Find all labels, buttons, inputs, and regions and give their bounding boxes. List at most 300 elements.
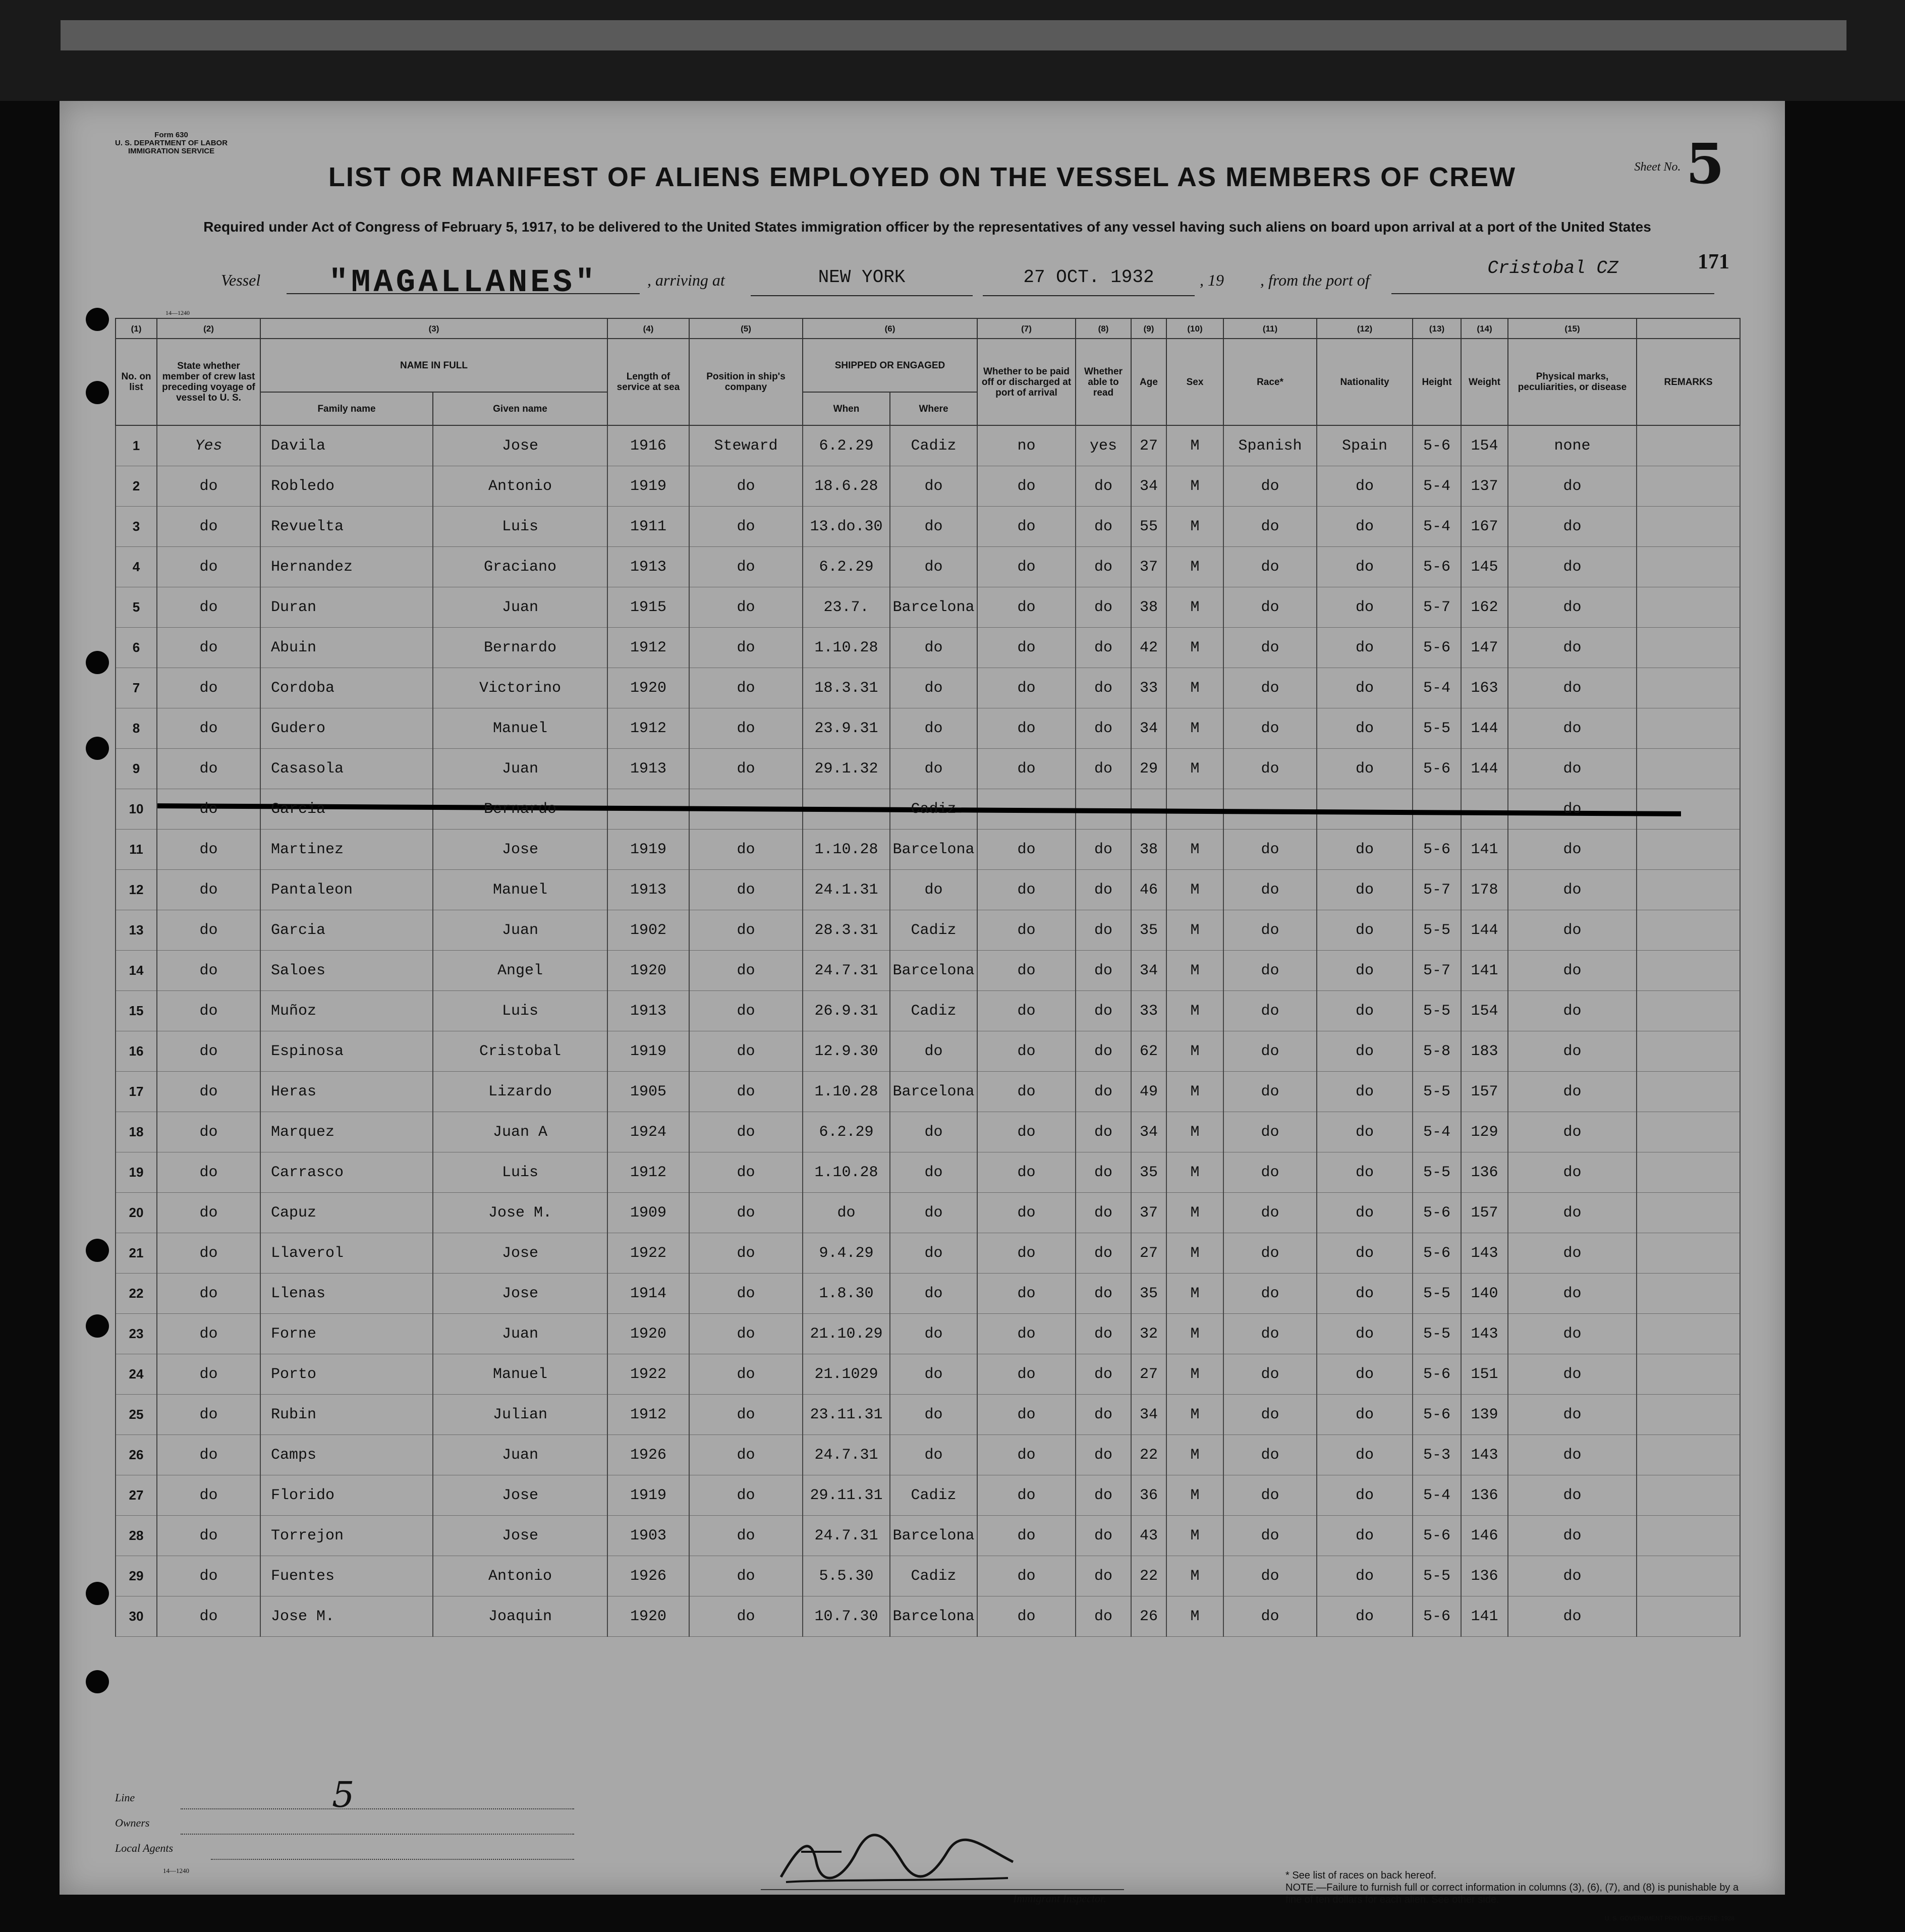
cell-where: Barcelona bbox=[890, 951, 977, 991]
cell-remarks bbox=[1637, 1354, 1740, 1395]
form-code: 14—1240 bbox=[165, 309, 190, 316]
cell-sex: M bbox=[1166, 951, 1223, 991]
cell-age: 35 bbox=[1131, 1274, 1166, 1314]
table-row bbox=[116, 951, 1740, 991]
cell-height: 5-7 bbox=[1413, 587, 1461, 628]
cell-when: 6.2.29 bbox=[803, 425, 890, 466]
cell-prev: do bbox=[157, 749, 260, 789]
cell-given: Luis bbox=[433, 507, 607, 547]
form-issuer-block bbox=[115, 131, 228, 155]
cell-marks: do bbox=[1508, 1435, 1637, 1475]
cell-no: 15 bbox=[116, 991, 157, 1031]
cell-when: 1.8.30 bbox=[803, 1274, 890, 1314]
cell-position: do bbox=[689, 951, 803, 991]
cell-height: 5-5 bbox=[1413, 910, 1461, 951]
cell-paid: do bbox=[977, 1516, 1076, 1556]
header-name-in-full: NAME IN FULL bbox=[260, 339, 607, 392]
cell-read: yes bbox=[1076, 425, 1131, 466]
cell-prev: Yes bbox=[157, 425, 260, 466]
cell-family: Revuelta bbox=[260, 507, 433, 547]
cell-nat: do bbox=[1317, 870, 1413, 910]
cell-service: 1926 bbox=[607, 1556, 689, 1596]
header-shipped-engaged: SHIPPED OR ENGAGED bbox=[803, 339, 977, 392]
cell-race: do bbox=[1223, 1516, 1317, 1556]
cell-family: Saloes bbox=[260, 951, 433, 991]
cell-family: Abuin bbox=[260, 628, 433, 668]
cell-height: 5-4 bbox=[1413, 1112, 1461, 1152]
cell-marks: do bbox=[1508, 466, 1637, 507]
cell-marks: do bbox=[1508, 870, 1637, 910]
cell-position: do bbox=[689, 1152, 803, 1193]
cell-sex: M bbox=[1166, 1112, 1223, 1152]
cell-race: do bbox=[1223, 1314, 1317, 1354]
cell-age: 26 bbox=[1131, 1596, 1166, 1637]
cell-marks: do bbox=[1508, 628, 1637, 668]
cell-read: do bbox=[1076, 1193, 1131, 1233]
cell-sex: M bbox=[1166, 991, 1223, 1031]
cell-family: Garcia bbox=[260, 789, 433, 830]
cell-position: Steward bbox=[689, 425, 803, 466]
line-label: Line bbox=[115, 1791, 135, 1804]
cell-given: Joaquin bbox=[433, 1596, 607, 1637]
cell-no: 4 bbox=[116, 547, 157, 587]
header-length-of-service: Length of service at sea bbox=[607, 339, 689, 425]
cell-nat: do bbox=[1317, 1112, 1413, 1152]
cell-age: 27 bbox=[1131, 1233, 1166, 1274]
cell-no: 28 bbox=[116, 1516, 157, 1556]
cell-service: 1919 bbox=[607, 830, 689, 870]
cell-given: Graciano bbox=[433, 547, 607, 587]
cell-given: Luis bbox=[433, 1152, 607, 1193]
cell-when: 13.do.30 bbox=[803, 507, 890, 547]
cell-where: do bbox=[890, 1233, 977, 1274]
inspector-label: Immigrant Inspector. bbox=[1013, 1892, 1106, 1905]
cell-service: 1920 bbox=[607, 1314, 689, 1354]
cell-sex: M bbox=[1166, 1072, 1223, 1112]
cell-paid: do bbox=[977, 1354, 1076, 1395]
cell-where: Cadiz bbox=[890, 910, 977, 951]
cell-where: do bbox=[890, 1314, 977, 1354]
cell-given: Antonio bbox=[433, 1556, 607, 1596]
table-row bbox=[116, 668, 1740, 708]
cell-where: Cadiz bbox=[890, 1475, 977, 1516]
cell-position: do bbox=[689, 1112, 803, 1152]
cell-weight: 144 bbox=[1461, 708, 1508, 749]
vessel-name: "MAGALLANES" bbox=[287, 265, 640, 294]
cell-paid: do bbox=[977, 1072, 1076, 1112]
header-sex: Sex bbox=[1166, 339, 1223, 425]
cell-nat: do bbox=[1317, 1516, 1413, 1556]
cell-sex: M bbox=[1166, 1193, 1223, 1233]
cell-position: do bbox=[689, 1354, 803, 1395]
cell-where: do bbox=[890, 1031, 977, 1072]
column-number-row bbox=[116, 318, 1740, 339]
cell-service: 1912 bbox=[607, 708, 689, 749]
cell-race: do bbox=[1223, 587, 1317, 628]
cell-service: 1920 bbox=[607, 951, 689, 991]
cell-age: 22 bbox=[1131, 1556, 1166, 1596]
cell-prev: do bbox=[157, 870, 260, 910]
cell-nat: Spain bbox=[1317, 425, 1413, 466]
cell-no: 22 bbox=[116, 1274, 157, 1314]
cell-position: do bbox=[689, 1072, 803, 1112]
table-row bbox=[116, 1031, 1740, 1072]
cell-service: 1919 bbox=[607, 466, 689, 507]
cell-read: do bbox=[1076, 910, 1131, 951]
colnum: (7) bbox=[977, 318, 1076, 339]
cell-given: Jose bbox=[433, 1233, 607, 1274]
cell-remarks bbox=[1637, 1152, 1740, 1193]
cell-height: 5-6 bbox=[1413, 628, 1461, 668]
colnum-remarks bbox=[1637, 318, 1740, 339]
cell-family: Fuentes bbox=[260, 1556, 433, 1596]
cell-race: do bbox=[1223, 830, 1317, 870]
cell-remarks bbox=[1637, 668, 1740, 708]
table-row bbox=[116, 1152, 1740, 1193]
cell-prev: do bbox=[157, 1193, 260, 1233]
cell-where: do bbox=[890, 1193, 977, 1233]
cell-position: do bbox=[689, 708, 803, 749]
cell-read: do bbox=[1076, 1556, 1131, 1596]
table-row bbox=[116, 1556, 1740, 1596]
cell-no: 1 bbox=[116, 425, 157, 466]
cell-weight: 129 bbox=[1461, 1112, 1508, 1152]
cell-height: 5-5 bbox=[1413, 1556, 1461, 1596]
cell-nat: do bbox=[1317, 1354, 1413, 1395]
cell-sex: M bbox=[1166, 870, 1223, 910]
cell-paid: do bbox=[977, 628, 1076, 668]
cell-nat: do bbox=[1317, 1193, 1413, 1233]
cell-nat: do bbox=[1317, 830, 1413, 870]
cell-race: do bbox=[1223, 1193, 1317, 1233]
cell-family: Heras bbox=[260, 1072, 433, 1112]
cell-race: do bbox=[1223, 749, 1317, 789]
cell-weight: 183 bbox=[1461, 1031, 1508, 1072]
vessel-label: Vessel bbox=[221, 271, 261, 289]
cell-weight: 178 bbox=[1461, 870, 1508, 910]
cell-age: 34 bbox=[1131, 708, 1166, 749]
cell-sex: M bbox=[1166, 830, 1223, 870]
form-number: Form 630 bbox=[154, 131, 188, 139]
colnum: (11) bbox=[1223, 318, 1317, 339]
cell-no: 2 bbox=[116, 466, 157, 507]
cell-position: do bbox=[689, 547, 803, 587]
cell-height: 5-7 bbox=[1413, 951, 1461, 991]
cell-remarks bbox=[1637, 547, 1740, 587]
cell-service: 1913 bbox=[607, 870, 689, 910]
table-row bbox=[116, 1475, 1740, 1516]
table-row bbox=[116, 1274, 1740, 1314]
cell-sex: M bbox=[1166, 1314, 1223, 1354]
table-row bbox=[116, 789, 1740, 830]
cell-nat: do bbox=[1317, 1596, 1413, 1637]
cell-race: do bbox=[1223, 547, 1317, 587]
cell-weight: 143 bbox=[1461, 1314, 1508, 1354]
cell-where: do bbox=[890, 1152, 977, 1193]
cell-marks: do bbox=[1508, 1274, 1637, 1314]
table-row bbox=[116, 1596, 1740, 1637]
cell-nat: do bbox=[1317, 1072, 1413, 1112]
line-field bbox=[115, 1774, 355, 1816]
cell-no: 27 bbox=[116, 1475, 157, 1516]
cell-weight: 136 bbox=[1461, 1152, 1508, 1193]
cell-marks: do bbox=[1508, 587, 1637, 628]
cell-position: do bbox=[689, 1516, 803, 1556]
cell-position: do bbox=[689, 1233, 803, 1274]
cell-given: Cristobal bbox=[433, 1031, 607, 1072]
header-family-name: Family name bbox=[260, 392, 433, 425]
cell-sex: M bbox=[1166, 547, 1223, 587]
cell-race: do bbox=[1223, 1556, 1317, 1596]
cell-race: do bbox=[1223, 1233, 1317, 1274]
line-value: 5 bbox=[332, 1774, 355, 1815]
cell-prev: do bbox=[157, 830, 260, 870]
cell-age: 33 bbox=[1131, 991, 1166, 1031]
cell-race: do bbox=[1223, 466, 1317, 507]
cell-weight: 157 bbox=[1461, 1072, 1508, 1112]
cell-family: Llaverol bbox=[260, 1233, 433, 1274]
cell-age bbox=[1131, 789, 1166, 830]
cell-position: do bbox=[689, 1475, 803, 1516]
cell-marks: do bbox=[1508, 1072, 1637, 1112]
header-nationality: Nationality bbox=[1317, 339, 1413, 425]
cell-race: do bbox=[1223, 668, 1317, 708]
cell-weight: 144 bbox=[1461, 910, 1508, 951]
cell-service: 1913 bbox=[607, 749, 689, 789]
cell-given: Manuel bbox=[433, 870, 607, 910]
cell-weight: 162 bbox=[1461, 587, 1508, 628]
cell-nat: do bbox=[1317, 749, 1413, 789]
cell-race: do bbox=[1223, 910, 1317, 951]
cell-sex: M bbox=[1166, 1354, 1223, 1395]
cell-remarks bbox=[1637, 749, 1740, 789]
cell-race: do bbox=[1223, 1596, 1317, 1637]
service-name: IMMIGRATION SERVICE bbox=[128, 147, 215, 155]
punch-hole bbox=[86, 1582, 109, 1605]
cell-nat: do bbox=[1317, 466, 1413, 507]
cell-where: Barcelona bbox=[890, 1516, 977, 1556]
table-row bbox=[116, 425, 1740, 466]
cell-prev: do bbox=[157, 1274, 260, 1314]
cell-paid: do bbox=[977, 1152, 1076, 1193]
cell-paid: do bbox=[977, 466, 1076, 507]
cell-race: do bbox=[1223, 1435, 1317, 1475]
cell-read: do bbox=[1076, 1516, 1131, 1556]
cell-sex: M bbox=[1166, 749, 1223, 789]
cell-weight: 147 bbox=[1461, 628, 1508, 668]
cell-where: Barcelona bbox=[890, 1596, 977, 1637]
cell-given: Juan bbox=[433, 749, 607, 789]
header-able-to-read: Whether able to read bbox=[1076, 339, 1131, 425]
colnum: (15) bbox=[1508, 318, 1637, 339]
cell-family: Torrejon bbox=[260, 1516, 433, 1556]
cell-family: Gudero bbox=[260, 708, 433, 749]
cell-height: 5-5 bbox=[1413, 1274, 1461, 1314]
cell-given: Antonio bbox=[433, 466, 607, 507]
header-height: Height bbox=[1413, 339, 1461, 425]
cell-service: 1914 bbox=[607, 1274, 689, 1314]
cell-nat: do bbox=[1317, 910, 1413, 951]
cell-sex bbox=[1166, 789, 1223, 830]
cell-paid: do bbox=[977, 708, 1076, 749]
cell-service: 1922 bbox=[607, 1233, 689, 1274]
cell-sex: M bbox=[1166, 910, 1223, 951]
cell-nat: do bbox=[1317, 587, 1413, 628]
colnum: (1) bbox=[116, 318, 157, 339]
footer-fields bbox=[115, 1774, 355, 1877]
cell-family: Cordoba bbox=[260, 668, 433, 708]
cell-age: 37 bbox=[1131, 547, 1166, 587]
cell-family: Garcia bbox=[260, 910, 433, 951]
cell-no: 14 bbox=[116, 951, 157, 991]
cell-position: do bbox=[689, 587, 803, 628]
cell-remarks bbox=[1637, 425, 1740, 466]
cell-position: do bbox=[689, 1596, 803, 1637]
cell-marks: do bbox=[1508, 708, 1637, 749]
cell-when: 24.7.31 bbox=[803, 951, 890, 991]
cell-given: Victorino bbox=[433, 668, 607, 708]
cell-when bbox=[803, 789, 890, 830]
cell-service: 1915 bbox=[607, 587, 689, 628]
arrival-port: NEW YORK bbox=[751, 267, 973, 296]
cell-read: do bbox=[1076, 1314, 1131, 1354]
races-note: * See list of races on back hereof. bbox=[1285, 1870, 1437, 1881]
cell-remarks bbox=[1637, 507, 1740, 547]
cell-prev: do bbox=[157, 910, 260, 951]
cell-family: Robledo bbox=[260, 466, 433, 507]
cell-family: Muñoz bbox=[260, 991, 433, 1031]
cell-given: Juan A bbox=[433, 1112, 607, 1152]
cell-when: 10.7.30 bbox=[803, 1596, 890, 1637]
cell-read: do bbox=[1076, 547, 1131, 587]
cell-marks: do bbox=[1508, 1395, 1637, 1435]
agents-label: Local Agents bbox=[115, 1842, 174, 1854]
cell-marks: do bbox=[1508, 789, 1637, 830]
cell-read: do bbox=[1076, 507, 1131, 547]
cell-position: do bbox=[689, 910, 803, 951]
cell-where: Barcelona bbox=[890, 1072, 977, 1112]
table-row bbox=[116, 1193, 1740, 1233]
cell-family: Espinosa bbox=[260, 1031, 433, 1072]
table-row bbox=[116, 1516, 1740, 1556]
cell-given: Jose M. bbox=[433, 1193, 607, 1233]
cell-race: do bbox=[1223, 951, 1317, 991]
cell-prev: do bbox=[157, 507, 260, 547]
table-row bbox=[116, 1354, 1740, 1395]
punch-hole bbox=[86, 381, 109, 404]
page-title: LIST OR MANIFEST OF ALIENS EMPLOYED ON THE VESSEL AS MEMBERS OF CREW bbox=[328, 162, 1517, 192]
table-row bbox=[116, 708, 1740, 749]
cell-where: Cadiz bbox=[890, 789, 977, 830]
cell-service: 1919 bbox=[607, 1031, 689, 1072]
cell-given: Angel bbox=[433, 951, 607, 991]
departure-port: Cristobal CZ bbox=[1391, 258, 1714, 294]
cell-read: do bbox=[1076, 1112, 1131, 1152]
table-row bbox=[116, 1072, 1740, 1112]
cell-no: 5 bbox=[116, 587, 157, 628]
cell-no: 21 bbox=[116, 1233, 157, 1274]
cell-marks: do bbox=[1508, 1314, 1637, 1354]
cell-nat: do bbox=[1317, 507, 1413, 547]
cell-read: do bbox=[1076, 1475, 1131, 1516]
cell-no: 6 bbox=[116, 628, 157, 668]
table-row bbox=[116, 1314, 1740, 1354]
cell-paid: do bbox=[977, 1435, 1076, 1475]
cell-read: do bbox=[1076, 749, 1131, 789]
cell-weight: 141 bbox=[1461, 830, 1508, 870]
cell-position: do bbox=[689, 1193, 803, 1233]
colnum: (8) bbox=[1076, 318, 1131, 339]
table-row bbox=[116, 507, 1740, 547]
cell-no: 29 bbox=[116, 1556, 157, 1596]
cell-weight bbox=[1461, 789, 1508, 830]
footnotes bbox=[1285, 1869, 1740, 1906]
cell-height: 5-5 bbox=[1413, 1314, 1461, 1354]
cell-family: Rubin bbox=[260, 1395, 433, 1435]
cell-sex: M bbox=[1166, 1556, 1223, 1596]
cell-marks: do bbox=[1508, 1112, 1637, 1152]
cell-age: 34 bbox=[1131, 1112, 1166, 1152]
cell-family: Llenas bbox=[260, 1274, 433, 1314]
cell-weight: 143 bbox=[1461, 1233, 1508, 1274]
header-weight: Weight bbox=[1461, 339, 1508, 425]
cell-age: 42 bbox=[1131, 628, 1166, 668]
cell-nat: do bbox=[1317, 1556, 1413, 1596]
cell-read bbox=[1076, 789, 1131, 830]
cell-remarks bbox=[1637, 708, 1740, 749]
cell-paid: do bbox=[977, 547, 1076, 587]
cell-prev: do bbox=[157, 1152, 260, 1193]
cell-age: 46 bbox=[1131, 870, 1166, 910]
agents-code: 14—1240 bbox=[163, 1867, 189, 1874]
cell-paid: do bbox=[977, 668, 1076, 708]
cell-weight: 145 bbox=[1461, 547, 1508, 587]
punch-hole bbox=[86, 1239, 109, 1262]
cell-where: do bbox=[890, 749, 977, 789]
cell-family: Porto bbox=[260, 1354, 433, 1395]
owners-field bbox=[115, 1816, 189, 1842]
cell-prev: do bbox=[157, 789, 260, 830]
cell-sex: M bbox=[1166, 1233, 1223, 1274]
cell-nat: do bbox=[1317, 991, 1413, 1031]
from-port-label: , from the port of bbox=[1260, 271, 1370, 289]
cell-prev: do bbox=[157, 1233, 260, 1274]
cell-given: Jose bbox=[433, 1516, 607, 1556]
cell-position: do bbox=[689, 749, 803, 789]
cell-paid: do bbox=[977, 1233, 1076, 1274]
cell-remarks bbox=[1637, 1193, 1740, 1233]
cell-family: Jose M. bbox=[260, 1596, 433, 1637]
cell-age: 32 bbox=[1131, 1314, 1166, 1354]
cell-height: 5-5 bbox=[1413, 708, 1461, 749]
cell-marks: do bbox=[1508, 1475, 1637, 1516]
cell-given: Jose bbox=[433, 1475, 607, 1516]
cell-read: do bbox=[1076, 628, 1131, 668]
cell-position: do bbox=[689, 628, 803, 668]
cell-given: Jose bbox=[433, 425, 607, 466]
table-row bbox=[116, 910, 1740, 951]
cell-no: 16 bbox=[116, 1031, 157, 1072]
arrival-date: 27 OCT. 1932 bbox=[983, 267, 1195, 296]
owners-label: Owners bbox=[115, 1816, 150, 1829]
cell-height: 5-7 bbox=[1413, 870, 1461, 910]
cell-height: 5-6 bbox=[1413, 1395, 1461, 1435]
cell-remarks bbox=[1637, 1596, 1740, 1637]
cell-given: Jose bbox=[433, 830, 607, 870]
cell-read: do bbox=[1076, 1395, 1131, 1435]
cell-given: Manuel bbox=[433, 708, 607, 749]
cell-weight: 136 bbox=[1461, 1556, 1508, 1596]
